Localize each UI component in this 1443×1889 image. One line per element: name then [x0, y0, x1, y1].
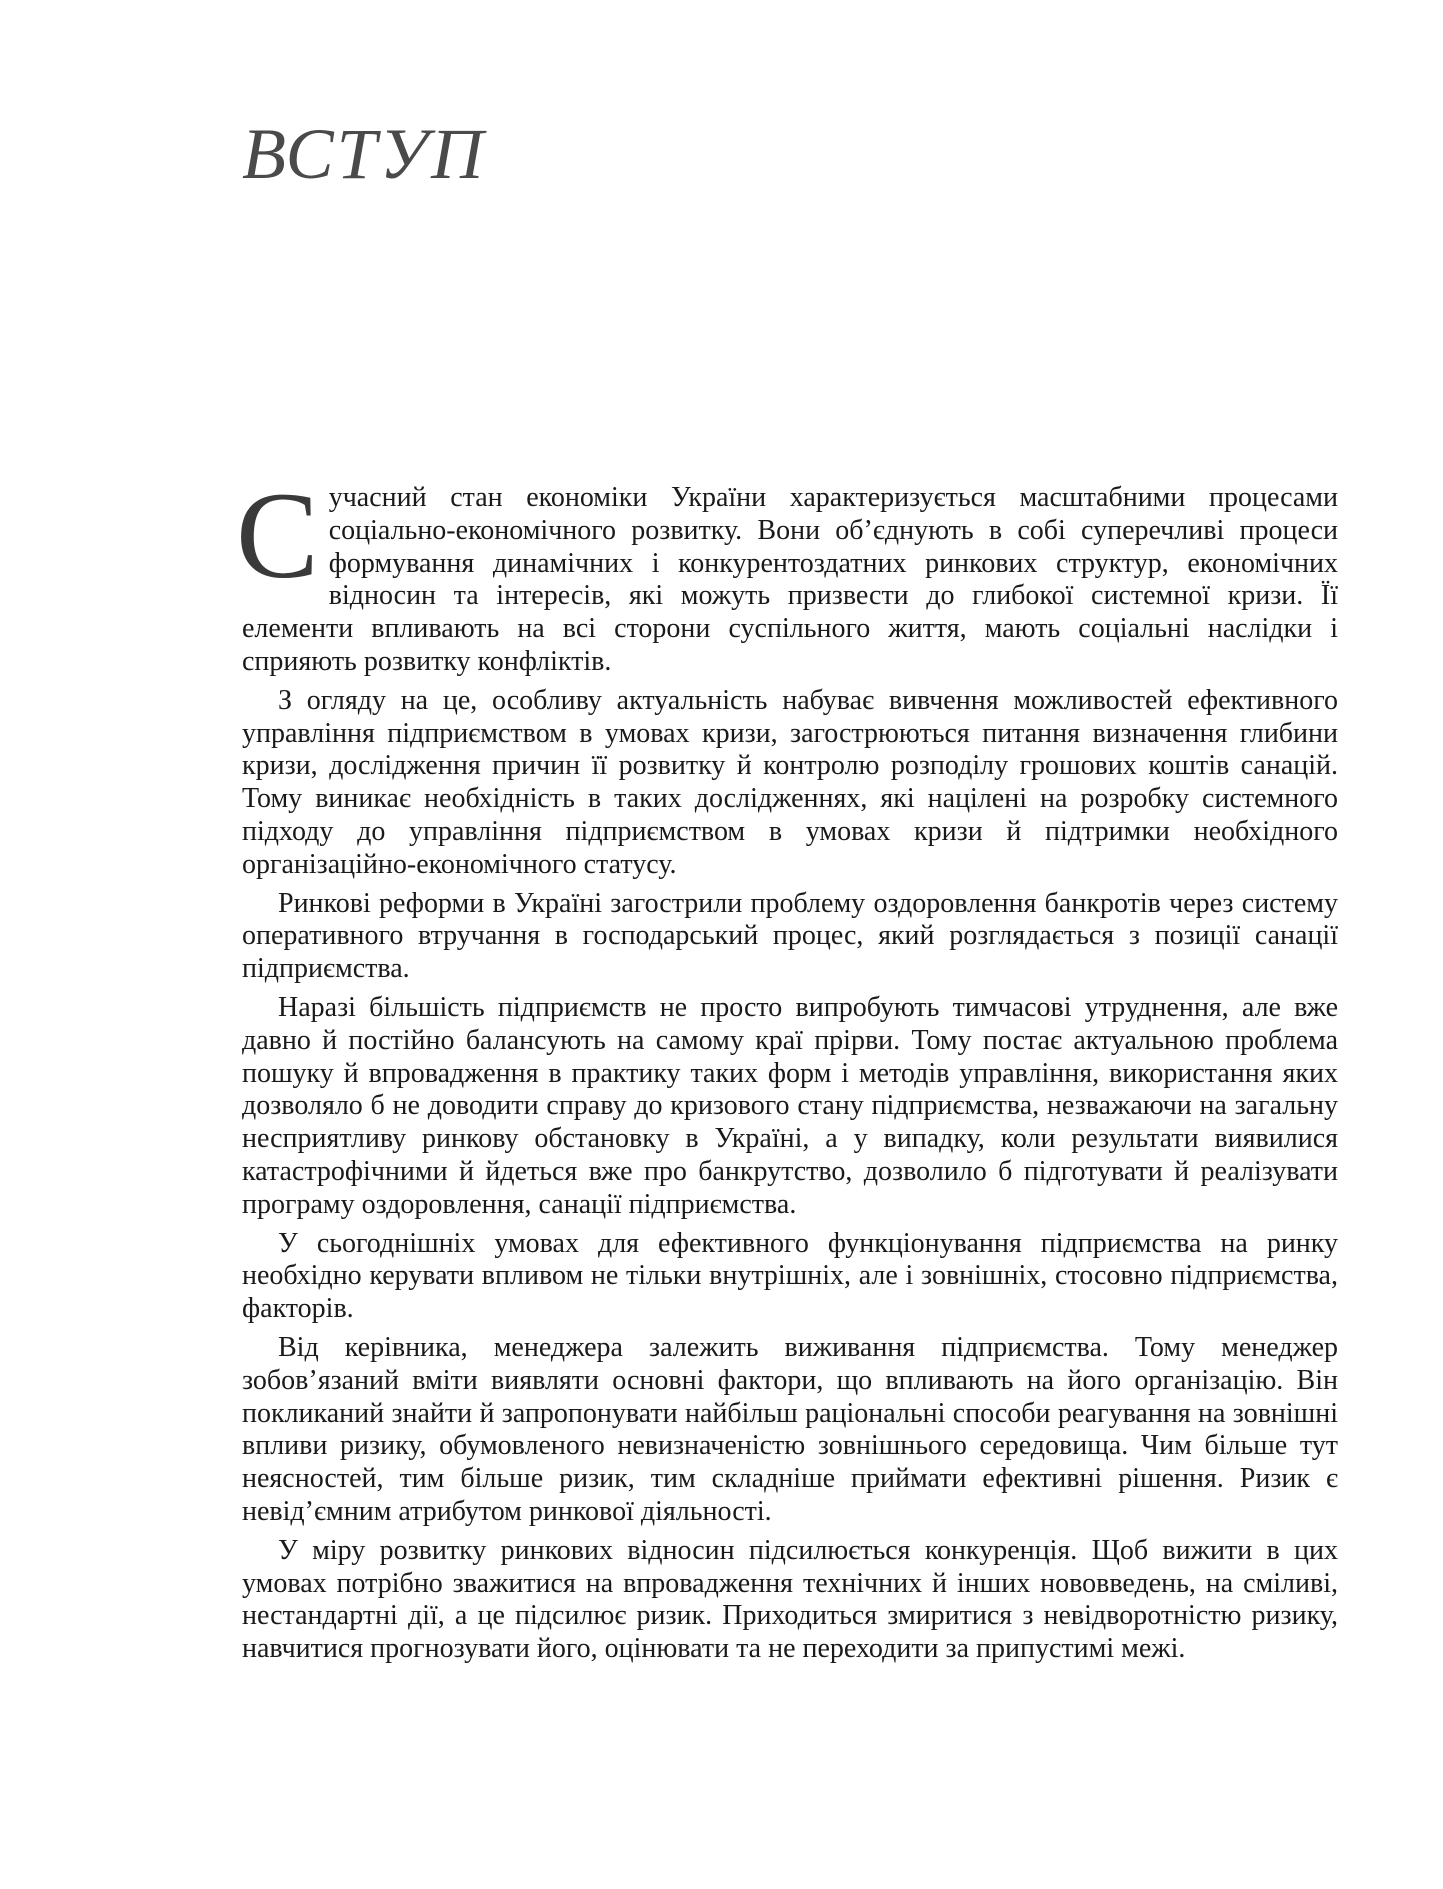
- paragraph-5: У сьогоднішніх умовах для ефективного функціонування підприємства на ринку необхідно керувати впливом не тільки внутрішніх, але і зовнішніх, стосовно підприємства, факторів.: [242, 1227, 1338, 1325]
- paragraph-1: [236, 467, 1338, 679]
- paragraph-6: Від керівника, менеджера залежить виживання підприємства. Тому менеджер зобов’язаний вміти виявляти основні фактори, що впливають на його організацію. Він покликаний знайти й запропонувати найбільш раціональні способи реагування на зовнішні впливи ризику, обумовленого невизначеністю зовнішнього середовища. Чим більше тут неясностей, тим більше ризик, тим складніше приймати ефективні рішення. Ризик є невід’ємним атрибутом ринкової діяльності.: [242, 1331, 1338, 1527]
- paragraph-4: Наразі більшість підприємств не просто випробують тимчасові утруднення, але вже давно й постійно балансують на самому краї прірви. Тому постає актуальною проблема пошуку й впровадження в практику таких форм і методів управління, використання яких дозволяло б не доводити справу до кризового стану підприємства, незважаючи на загальну несприятливу ринкову обстановку в Україні, а у випадку, коли результати виявилися катастрофічними й йдеться вже про банкрутство, дозволило б підготувати й реалізувати програму оздоровлення, санації підприємства.: [242, 991, 1338, 1220]
- drop-cap: С: [236, 467, 319, 604]
- body-text: [236, 467, 1338, 1672]
- paragraph-7: У міру розвитку ринкових відносин підсилюється конкуренція. Щоб вижити в цих умовах потрібно зважитися на впровадження технічних й інших нововведень, на сміливі, нестандартні дії, а це підсилює ризик. Приходиться змиритися з невідворотністю ризику, навчитися прогнозувати його, оцінювати та не переходити за припустимі межі.: [242, 1534, 1338, 1665]
- paragraph-3: Ринкові реформи в Україні загострили проблему оздоровлення банкротів через систему оперативного втручання в господарський процес, який розглядається з позиції санації підприємства.: [242, 887, 1338, 985]
- paragraph-2: З огляду на це, особливу актуальність набуває вивчення можливостей ефективного управління підприємством в умовах кризи, загострюються питання визначення глибини кризи, дослідження причин її розвитку й контролю розподілу грошових коштів санацій. Тому виникає необхідність в таких дослідженнях, які націлені на розробку системного підходу до управління підприємством в умовах кризи й підтримки необхідного організаційно-економічного статусу.: [242, 684, 1338, 880]
- paragraph-1-text: учасний стан економіки України характеризується масштабними процесами соціально-економічного розвитку. Вони об’єднують в собі суперечливі процеси формування динамічних і конкурентоздатних ринкових структур, економічних відносин та інтересів, які можуть призвести до глибокої системної кризи. Її елементи впливають на всі сторони суспільного життя, мають соціальні наслідки і сприяють розвитку конфліктів.: [242, 482, 1338, 677]
- chapter-title: ВСТУП: [242, 114, 487, 194]
